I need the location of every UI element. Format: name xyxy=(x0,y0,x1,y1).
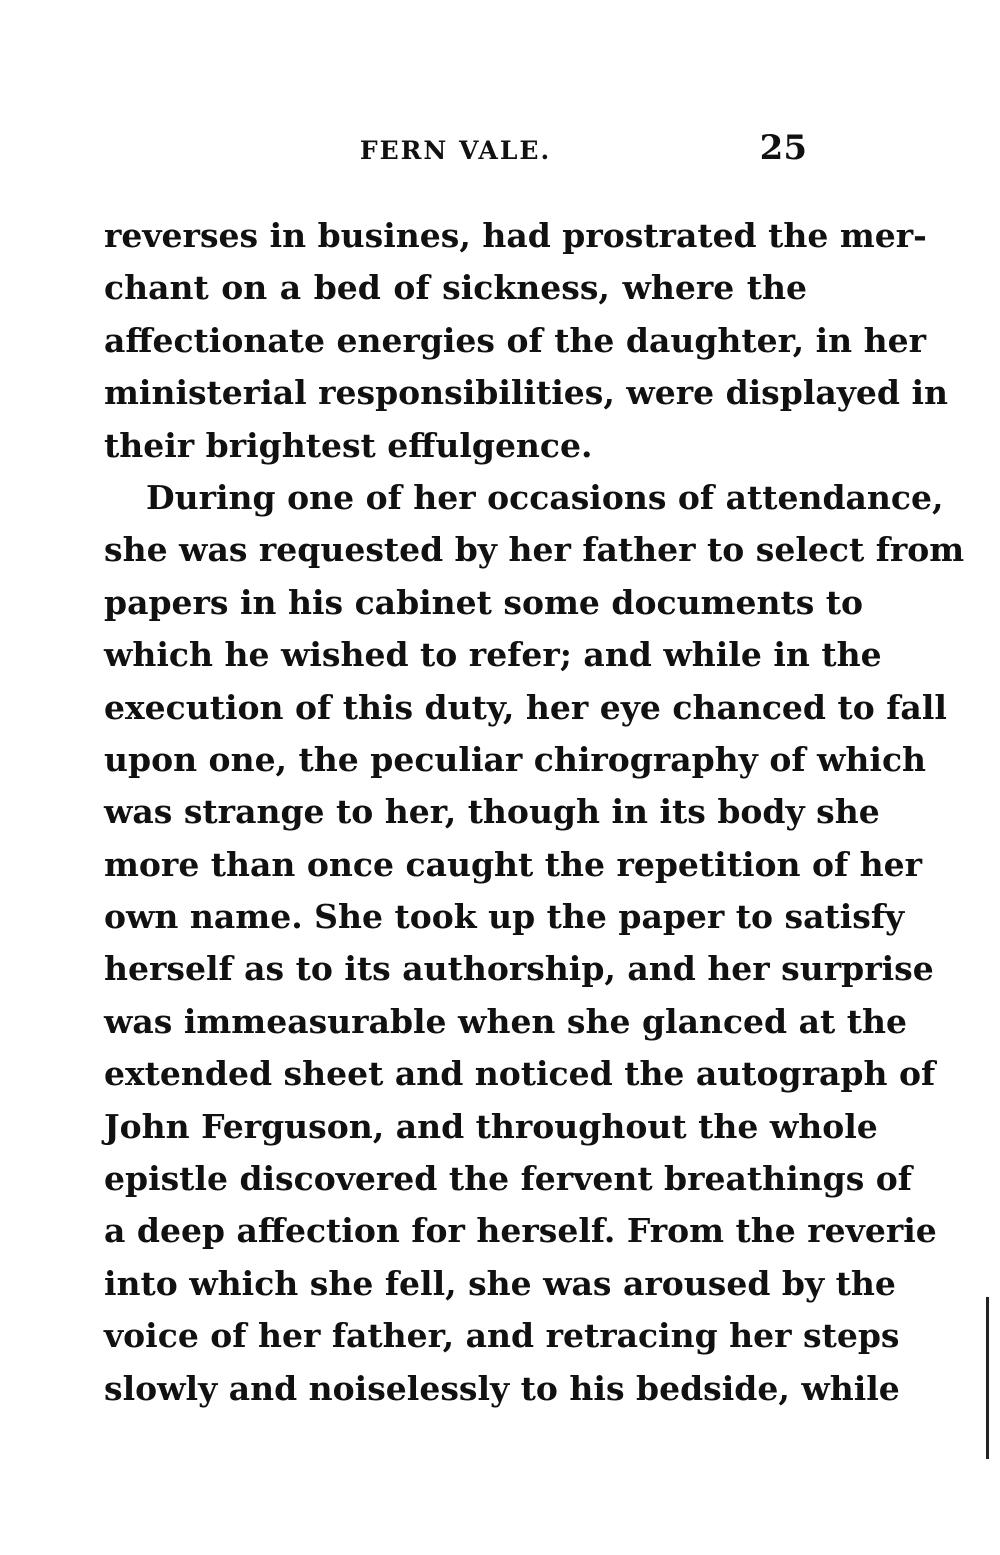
body-text xyxy=(104,210,965,1415)
running-head xyxy=(104,128,807,174)
text-line: During one of her occasions of attendance, xyxy=(146,477,944,517)
text-line: affectionate energies of the daughter, in her xyxy=(104,320,927,360)
text-line: more than once caught the repetition of her xyxy=(104,844,923,884)
text-line: extended sheet and noticed the autograph of xyxy=(104,1054,936,1094)
text-line: ministerial responsibilities, were displayed in xyxy=(104,373,949,413)
text-line: chant on a bed of sickness, where the xyxy=(104,268,807,308)
text-line: was strange to her, though in its body she xyxy=(104,792,880,832)
text-line: execution of this duty, her eye chanced to fall xyxy=(104,687,947,727)
text-line: papers in his cabinet some documents to xyxy=(104,582,864,622)
text-line: a deep affection for herself. From the reverie xyxy=(104,1211,937,1251)
text-line: upon one, the peculiar chirography of which xyxy=(104,739,927,779)
text-line: herself as to its authorship, and her surprise xyxy=(104,949,934,989)
scan-edge-mark xyxy=(986,1297,989,1459)
text-line: was immeasurable when she glanced at the xyxy=(104,1001,907,1041)
page-number: 25 xyxy=(759,128,807,168)
text-line: voice of her father, and retracing her steps xyxy=(104,1316,900,1356)
text-line: which he wished to refer; and while in the xyxy=(104,635,882,675)
text-line: into which she fell, she was aroused by the xyxy=(104,1263,896,1303)
running-title: FERN VALE. xyxy=(359,136,552,165)
text-line: their brightest effulgence. xyxy=(104,425,593,465)
text-line: epistle discovered the fervent breathings of xyxy=(104,1159,913,1199)
text-line: reverses in busines, had prostrated the mer- xyxy=(104,216,927,255)
text-line: slowly and noiselessly to his bedside, while xyxy=(104,1368,900,1408)
text-line: own name. She took up the paper to satisfy xyxy=(104,897,905,937)
text-line: John Ferguson, and throughout the whole xyxy=(104,1106,878,1146)
text-line: she was requested by her father to select from xyxy=(104,530,965,570)
